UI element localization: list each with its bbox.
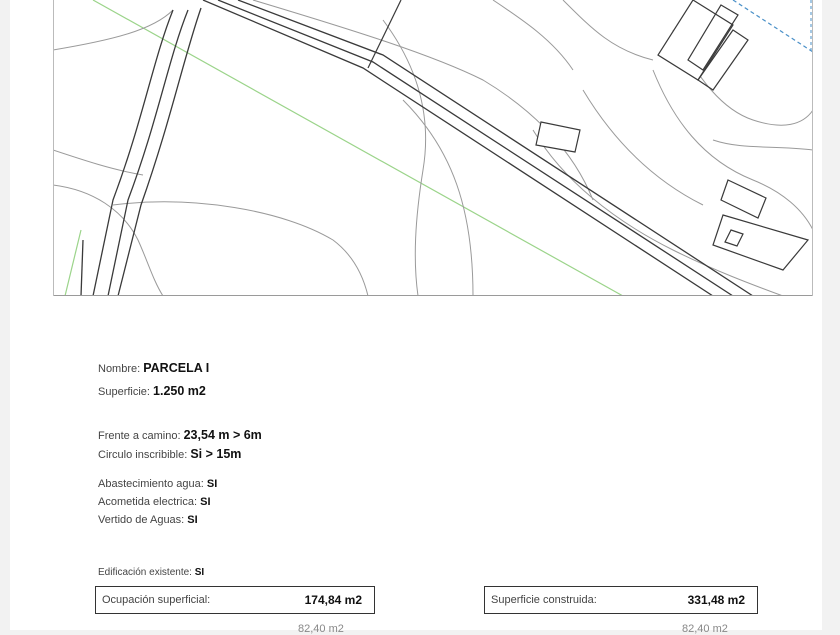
agua-value: SI xyxy=(206,478,218,490)
site-plan-drawing xyxy=(53,0,813,296)
vertido-row xyxy=(98,514,198,526)
superficie-row xyxy=(98,384,206,398)
agua-row xyxy=(98,478,217,490)
frente-row xyxy=(98,428,262,442)
frente-label: Frente a camino: xyxy=(98,430,181,442)
frente-value: 23,54 m > 6m xyxy=(183,428,262,442)
construida-label: Superficie construida: xyxy=(491,594,597,606)
green-alignment-line xyxy=(65,230,81,296)
edificacion-row xyxy=(98,567,204,578)
buildings xyxy=(536,0,808,270)
nombre-label: Nombre: xyxy=(98,363,141,375)
site-plan-map xyxy=(53,0,813,296)
cutoff-right-value: 82,40 m2 xyxy=(682,623,728,635)
edificacion-value: SI xyxy=(194,567,205,578)
vertido-value: SI xyxy=(187,514,198,526)
circulo-row xyxy=(98,447,241,461)
vertido-label: Vertido de Aguas: xyxy=(98,514,185,526)
agua-label: Abastecimiento agua: xyxy=(98,478,204,490)
electrica-row xyxy=(98,496,211,508)
electrica-value: SI xyxy=(200,496,211,508)
electrica-label: Acometida electrica: xyxy=(98,496,198,508)
document-sheet xyxy=(10,0,822,635)
building-outline xyxy=(721,180,766,218)
nombre-value: PARCELA I xyxy=(143,361,210,375)
circulo-value: Si > 15m xyxy=(190,447,242,461)
road-lines xyxy=(81,0,753,296)
superficie-label: Superficie: xyxy=(98,386,150,398)
ocupacion-value: 174,84 m2 xyxy=(304,593,362,607)
cutoff-left-value: 82,40 m2 xyxy=(298,623,344,635)
building-outline xyxy=(536,122,580,152)
edificacion-label: Edificación existente: xyxy=(98,567,192,578)
nombre-row xyxy=(98,361,209,375)
parcel-boundary-line xyxy=(368,0,401,68)
ocupacion-label: Ocupación superficial: xyxy=(102,594,211,606)
construida-box xyxy=(484,586,758,614)
construida-value: 331,48 m2 xyxy=(687,593,745,607)
superficie-value: 1.250 m2 xyxy=(153,384,206,398)
green-alignment-line xyxy=(93,0,623,296)
circulo-label: Circulo inscribible: xyxy=(98,449,188,461)
ocupacion-box xyxy=(95,586,375,614)
